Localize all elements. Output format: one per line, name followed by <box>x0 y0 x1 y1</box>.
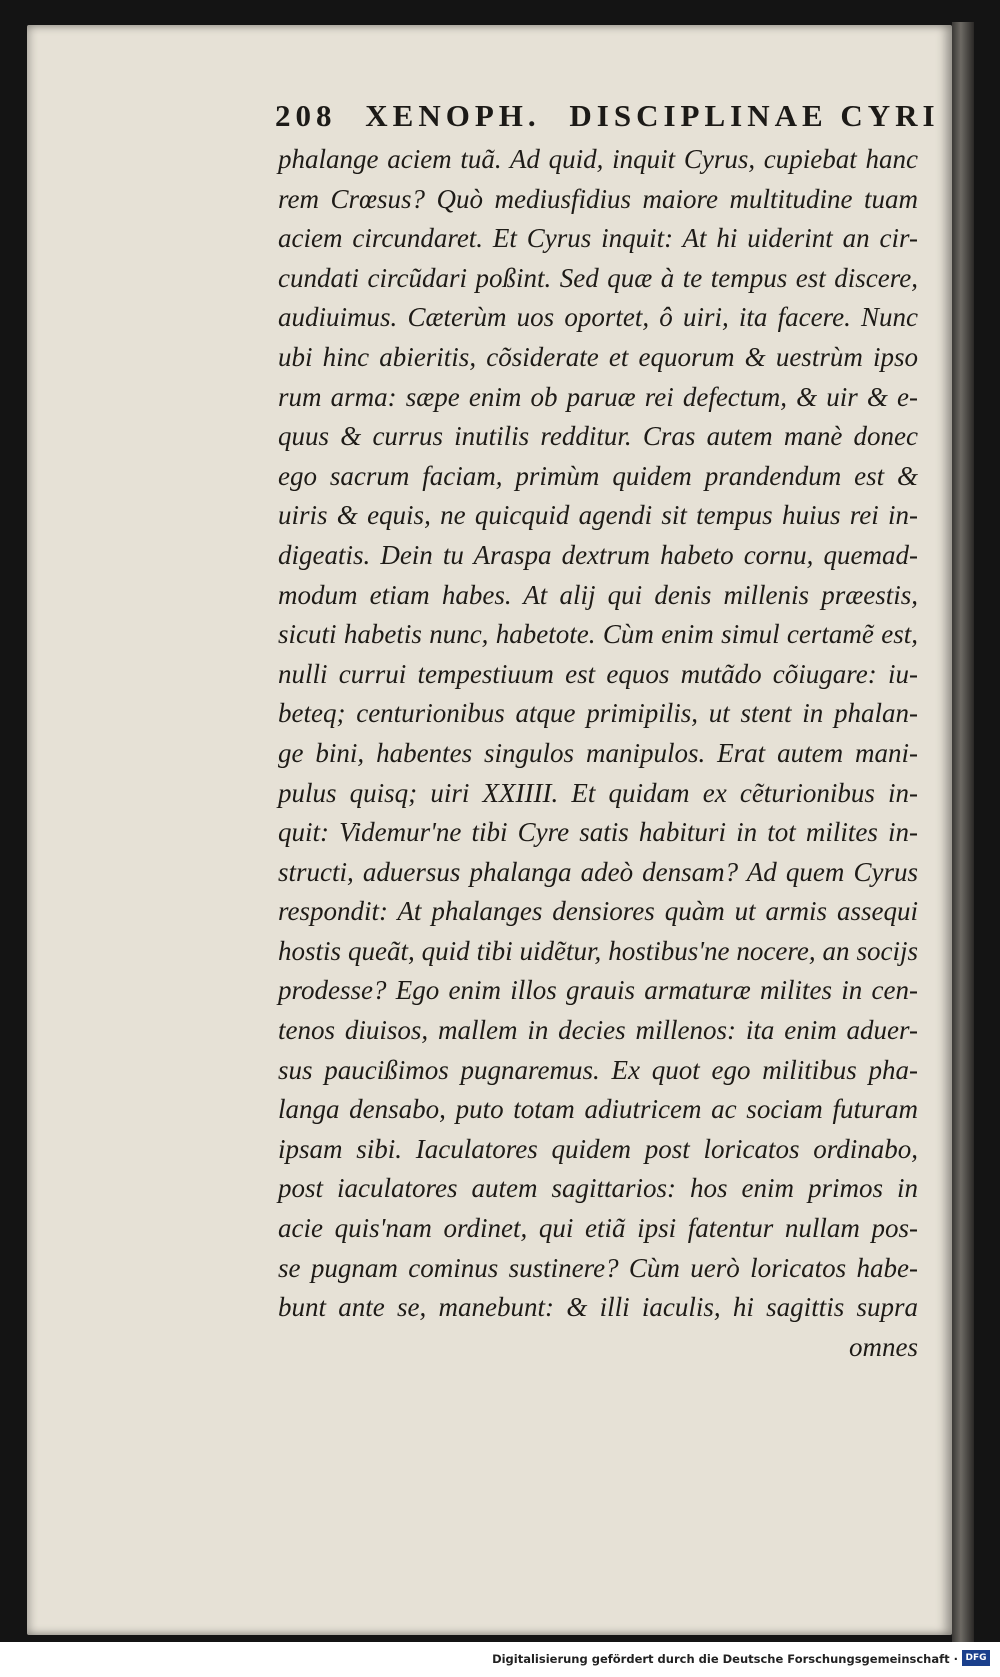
text-line: modum etiam habes. At alij qui denis millenis præestis, <box>278 579 918 610</box>
text-line: uiris & equis, ne quicquid agendi sit tempus huius rei in- <box>278 500 918 531</box>
text-line: phalange aciem tuã. Ad quid, inquit Cyrus, cupiebat hanc <box>278 144 918 174</box>
text-line: digeatis. Dein tu Araspa dextrum habeto cornu, quemad- <box>278 539 918 570</box>
body-text <box>278 140 918 1367</box>
text-line: rem Crœsus? Quò mediusfidius maiore multitudine tuam <box>278 183 918 214</box>
footer-bar <box>0 1642 1000 1677</box>
page-number: 208 <box>275 98 337 133</box>
text-line: nulli currui tempestiuum est equos mutãdo cõiugare: iu- <box>278 658 918 689</box>
running-author: XENOPH. <box>365 98 541 133</box>
text-line: cundati circũdari poßint. Sed quæ à te tempus est discere, <box>278 262 918 293</box>
text-line: rum arma: sæpe enim ob paruæ rei defectum, & uir & e- <box>278 381 918 412</box>
text-line: ge bini, habentes singulos manipulos. Erat autem mani- <box>278 737 918 768</box>
text-line: pulus quisq; uiri XXIIII. Et quidam ex cẽturionibus in- <box>278 777 918 808</box>
text-line: ipsam sibi. Iaculatores quidem post loricatos ordinabo, <box>278 1133 918 1164</box>
text-line: bunt ante se, manebunt: & illi iaculis, hi sagittis supra <box>278 1292 918 1323</box>
funding-credit: Digitalisierung gefördert durch die Deutsche Forschungsgemeinschaft · <box>492 1652 958 1666</box>
text-line: tenos diuisos, mallem in decies millenos: ita enim aduer- <box>278 1015 918 1046</box>
text-line: acie quis'nam ordinet, qui etiã ipsi fatentur nullam pos- <box>278 1213 918 1244</box>
text-line: respondit: At phalanges densiores quàm ut armis assequi <box>278 896 918 927</box>
text-line: sus paucißimos pugnaremus. Ex quot ego militibus pha- <box>278 1054 918 1085</box>
text-line: hostis queãt, quid tibi uidẽtur, hostibus'ne nocere, an socijs <box>278 935 918 966</box>
text-line: ubi hinc abieritis, cõsiderate et equorum & uestrùm ipso <box>278 341 918 372</box>
text-line: sicuti habetis nunc, habetote. Cùm enim simul certamẽ est, <box>278 619 918 650</box>
text-line: quit: Videmur'ne tibi Cyre satis habituri in tot milites in- <box>278 817 918 848</box>
text-line: se pugnam cominus sustinere? Cùm uerò loricatos habe- <box>278 1252 918 1283</box>
text-line: aciem circundaret. Et Cyrus inquit: At hi uiderint an cir- <box>278 223 918 254</box>
running-head <box>275 98 940 134</box>
text-line: omnes <box>849 1331 918 1362</box>
page-edge <box>952 22 974 1642</box>
text-line: langa densabo, puto totam adiutricem ac sociam futuram <box>278 1094 918 1125</box>
text-line: prodesse? Ego enim illos grauis armaturæ milites in cen- <box>278 975 918 1006</box>
running-title: DISCIPLINAE CYRI <box>569 98 940 133</box>
text-line: structi, aduersus phalanga adeò densam? Ad quem Cyrus <box>278 856 918 887</box>
text-line: post iaculatores autem sagittarios: hos enim primos in <box>278 1173 918 1204</box>
text-line: beteq; centurionibus atque primipilis, ut stent in phalan- <box>278 698 918 729</box>
text-line: ego sacrum faciam, primùm quidem prandendum est & <box>278 460 918 491</box>
text-line: quus & currus inutilis redditur. Cras autem manè donec <box>278 421 918 452</box>
text-line: audiuimus. Cæterùm uos oportet, ô uiri, ita facere. Nunc <box>278 302 918 333</box>
dfg-logo: DFG <box>962 1650 990 1666</box>
